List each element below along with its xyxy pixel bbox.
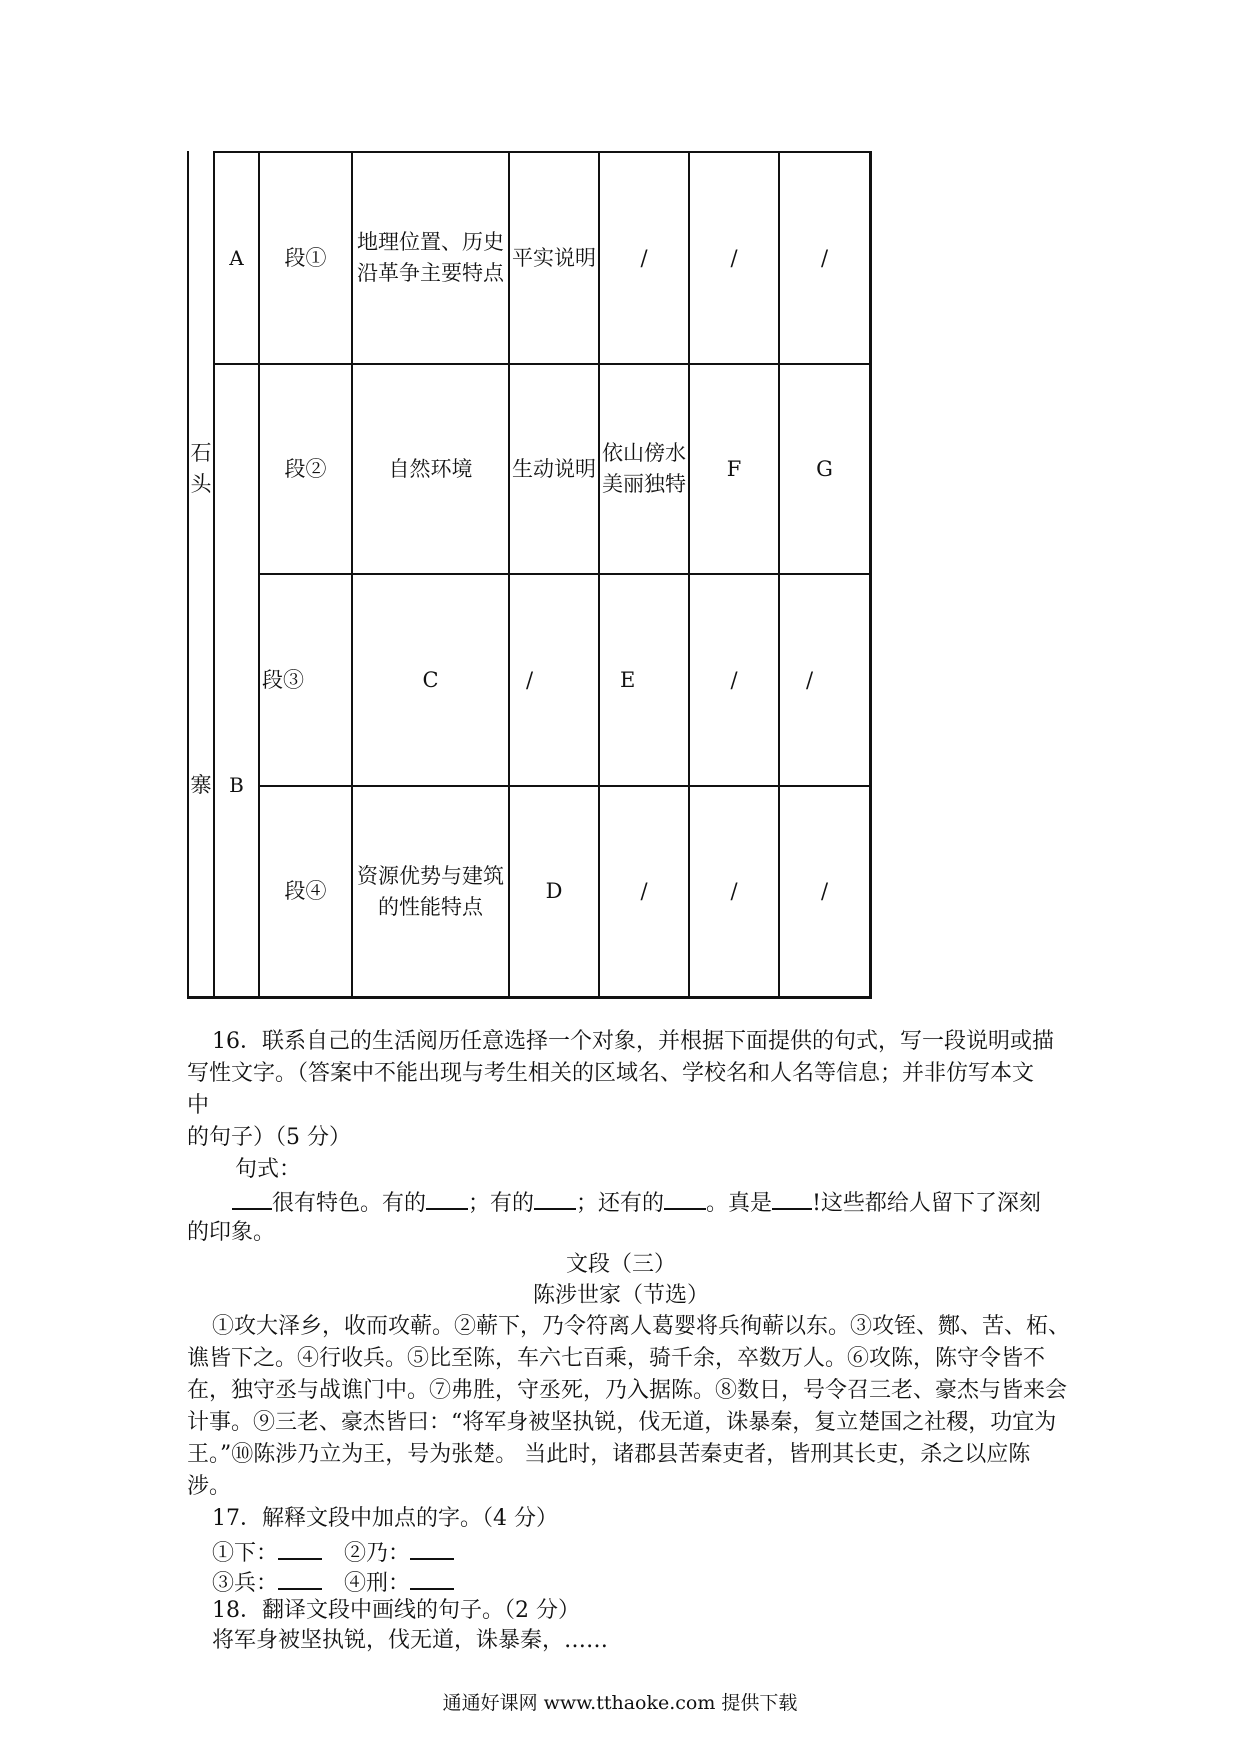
q17-a2-blank[interactable] — [410, 1536, 454, 1560]
group-label-a: A — [229, 245, 244, 270]
row4-f: / — [730, 879, 738, 903]
q16-s2: ；有的 — [468, 1191, 535, 1216]
q16-s4: 。真是 — [706, 1191, 773, 1216]
row2-feature: 依山傍水 美丽独特 — [602, 441, 686, 496]
q16-blank-5[interactable] — [772, 1186, 812, 1210]
q17-a3-blank[interactable] — [278, 1566, 322, 1590]
q17-row1 — [212, 1536, 454, 1569]
q16-pattern-sentence — [232, 1186, 1041, 1219]
row3-content: C — [422, 667, 439, 692]
passage-line: ①攻大泽乡，收而攻蕲。②蕲下，乃令符离人葛婴将兵徇蕲以东。③攻铚、酂、苦、柘、 — [212, 1314, 1071, 1339]
row1-content: 地理位置、历史 沿革争主要特点 — [357, 230, 504, 285]
side-label-top: 石 头 — [190, 441, 212, 496]
group-label-b: B — [229, 772, 244, 797]
q16-blank-4[interactable] — [664, 1186, 706, 1210]
row2-method: 生动说明 — [512, 456, 596, 481]
q17-a3-label: ③兵： — [212, 1571, 279, 1596]
q16-line3: 中 — [187, 1093, 210, 1118]
row3-para: 段③ — [262, 667, 304, 692]
passage-line: 涉。 — [187, 1474, 232, 1499]
row1-feature: / — [640, 245, 648, 270]
q17-a1-label: ①下： — [212, 1541, 279, 1566]
q17-a4-label: ④刑： — [344, 1571, 411, 1596]
q16-s3: ；还有的 — [576, 1191, 665, 1216]
row2-para: 段② — [284, 456, 327, 481]
passage-line: 计事。⑨三老、豪杰皆曰：“将军身被坚执锐，伐无道，诛暴秦，复立楚国之社稷，功宜为 — [187, 1410, 1057, 1435]
q16-line1: 16．联系自己的生活阅历任意选择一个对象，并根据下面提供的句式，写一段说明或描 — [212, 1029, 1054, 1054]
row2-g: G — [816, 456, 833, 481]
q16-blank-2[interactable] — [426, 1186, 468, 1210]
row3-method: / — [526, 667, 534, 692]
passage-line: 王。”⑩陈涉乃立为王，号为张楚。 当此时，诸郡县苦秦吏者，皆刑其长吏，杀之以应陈 — [187, 1442, 1031, 1467]
passage-section: 文段（三） — [565, 1252, 676, 1277]
q17-a2-label: ②乃： — [344, 1541, 411, 1566]
page-footer: 通通好课网 www.tthaoke.com 提供下载 — [442, 1692, 798, 1714]
q17-row2 — [212, 1566, 454, 1599]
row2-f: F — [726, 456, 742, 481]
side-label-bottom: 寨 — [190, 772, 212, 797]
passage-line: 谯皆下之。④行收兵。⑤比至陈，车六七百乘，骑千余，卒数万人。⑥攻陈，陈守令皆不 — [187, 1346, 1046, 1371]
row3-f: / — [730, 667, 738, 692]
row2-content: 自然环境 — [388, 456, 473, 481]
q16-pattern-end: 的印象。 — [187, 1220, 276, 1245]
row4-para: 段④ — [284, 879, 327, 903]
row1-f: / — [730, 245, 738, 270]
q18-prompt-line: 18．翻译文段中画线的句子。（2 分） — [212, 1598, 580, 1623]
q17-a1-blank[interactable] — [278, 1536, 322, 1560]
q17-prompt: 17．解释文段中加点的字。（4 分） — [212, 1506, 558, 1531]
table-bottom-border — [187, 996, 872, 999]
q18-sentence: 将军身被坚执锐，伐无道，诛暴秦，…… — [212, 1628, 609, 1653]
row4-method: D — [545, 879, 563, 903]
q16-s5: !这些都给人留下了深刻 — [812, 1191, 1041, 1216]
q16-line4: 的句子）（5 分） — [187, 1125, 351, 1150]
q16-line2: 写性文字。（答案中不能出现与考生相关的区域名、学校名和人名等信息；并非仿写本文 — [187, 1061, 1035, 1086]
row4-feature: / — [640, 879, 648, 903]
row3-g: / — [806, 667, 814, 692]
table-left-border — [187, 151, 189, 998]
q16-pattern-label: 句式： — [235, 1157, 302, 1182]
passage-title: 陈涉世家（节选） — [532, 1283, 709, 1308]
q17-a4-blank[interactable] — [410, 1566, 454, 1590]
q16-s1: 很有特色。有的 — [272, 1191, 427, 1216]
passage-line: 在，独守丞与战谯门中。⑦弗胜，守丞死，乃入据陈。⑧数日，号令召三老、豪杰与皆来会 — [187, 1378, 1068, 1403]
row1-method: 平实说明 — [512, 245, 596, 270]
row4-content: 资源优势与建筑 的性能特点 — [357, 863, 504, 919]
q16-blank-1[interactable] — [232, 1186, 272, 1210]
row4-g: / — [820, 879, 829, 903]
row3-feature: E — [620, 667, 636, 692]
q16-blank-3[interactable] — [534, 1186, 576, 1210]
row1-g: / — [820, 245, 829, 270]
row1-para: 段① — [284, 245, 327, 270]
